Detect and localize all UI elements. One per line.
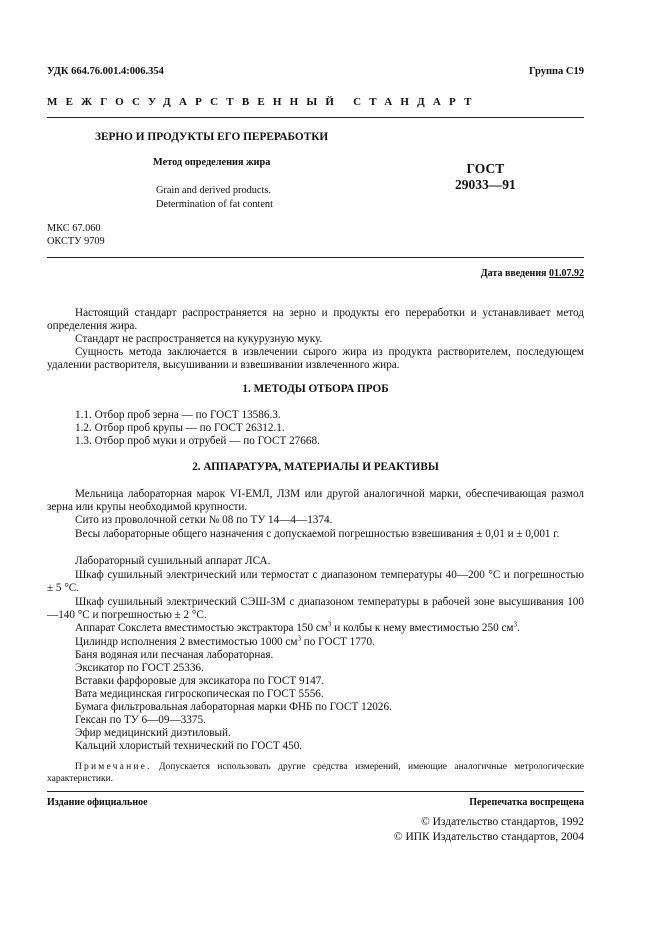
mks-code: МКС 67.060 [47, 223, 101, 234]
english-title-line-2: Determination of fat content [156, 199, 273, 210]
okstu-code: ОКСТУ 9709 [47, 236, 105, 247]
gost-number: 29033—91 [455, 177, 516, 192]
note-label: Примечание. [75, 762, 152, 772]
unit-superscript: 3 [327, 620, 332, 629]
unit-superscript: 3 [297, 634, 301, 643]
effective-date [481, 268, 584, 279]
equipment-drying-apparatus: Лабораторный сушильный аппарат ЛСА. [75, 555, 271, 567]
equipment-drying-cabinet: Шкаф сушильный электрический или термостат с диапазоном температуры 40—200 °С и погрешностью ± 5 °С. [47, 569, 584, 595]
equipment-scales: Весы лабораторные общего назначения с допускаемой погрешностью взвешивания ± 0,01 и ± 0,001 г. [75, 528, 560, 540]
unit-superscript: 3 [513, 620, 518, 629]
section-2-heading: 2. АППАРАТУРА, МАТЕРИАЛЫ И РЕАКТИВЫ [192, 461, 439, 473]
copyright-1992: © Издательство стандартов, 1992 [420, 816, 584, 828]
equipment-drying-cabinet-seshm: Шкаф сушильный электрический СЭШ-3М с диапазоном температуры в рабочей зоне высушивания 100—140 °С и погрешностью ± 2 °С. [47, 596, 584, 622]
equipment-desiccator: Эксикатор по ГОСТ 25336. [75, 662, 204, 674]
reagent-hexane: Гексан по ТУ 6—09—3375. [75, 714, 206, 726]
intro-paragraph-1: Настоящий стандарт распространяется на зерно и продукты его переработки и устанавливает метод определения жира. [47, 307, 584, 333]
soxhlet-text-c: . [517, 622, 520, 634]
note-text: Допускается использовать другие средства измерений, имеющие аналогичные метрологические характеристики. [47, 762, 584, 784]
standard-banner: МЕЖГОСУДАРСТВЕННЫЙ СТАНДАРТ [47, 96, 480, 108]
gost-designation [455, 161, 516, 193]
group-code: Группа С19 [528, 66, 584, 77]
copyright-2004: © ИПК Издательство стандартов, 2004 [393, 831, 584, 843]
soxhlet-text-a: Аппарат Сокслета вместимостью экстрактора 150 см [75, 622, 328, 634]
equipment-bath: Баня водяная или песчаная лабораторная. [75, 649, 274, 661]
footer-rule [47, 791, 584, 792]
section-1-item-3: 1.3. Отбор проб муки и отрубей — по ГОСТ 27668. [75, 435, 320, 447]
reagent-calcium-chloride: Кальций хлористый технический по ГОСТ 450. [75, 740, 303, 752]
title-rule [47, 257, 584, 258]
equipment-cylinder [47, 636, 584, 649]
note [47, 762, 584, 785]
equipment-mill: Мельница лабораторная марок VI-ЕМЛ, ЛЗМ или другой аналогичной марки, обеспечивающая размол зерна или крупы необходимой крупности. [47, 488, 584, 514]
effective-date-label: Дата введения [480, 268, 547, 279]
cylinder-text-a: Цилиндр исполнения 2 вместимостью 1000 см [75, 636, 298, 648]
udk-code: УДК 664.76.001.4:006.354 [47, 66, 164, 77]
document-title: ЗЕРНО И ПРОДУКТЫ ЕГО ПЕРЕРАБОТКИ [95, 131, 329, 143]
section-1-item-2: 1.2. Отбор проб крупы — по ГОСТ 26312.1. [75, 422, 285, 434]
reprint-prohibited: Перепечатка воспрещена [469, 797, 584, 808]
effective-date-value: 01.07.92 [549, 268, 584, 279]
classification-codes [47, 222, 105, 248]
material-filter-paper: Бумага фильтровальная лабораторная марки ФНБ по ГОСТ 12026. [75, 701, 392, 713]
equipment-sieve: Сито из проволочной сетки № 08 по ТУ 14—4—1374. [75, 514, 333, 526]
section-1-heading: 1. МЕТОДЫ ОТБОРА ПРОБ [242, 383, 389, 395]
equipment-soxhlet [47, 622, 584, 635]
english-title [156, 184, 273, 212]
method-subtitle: Метод определения жира [153, 157, 271, 168]
cylinder-text-b: по ГОСТ 1770. [300, 636, 375, 648]
section-1-item-1: 1.1. Отбор проб зерна — по ГОСТ 13586.3. [75, 409, 281, 421]
gost-label: ГОСТ [466, 161, 505, 176]
reagent-ether: Эфир медицинский диэтиловый. [75, 727, 231, 739]
header-rule [47, 117, 584, 118]
english-title-line-1: Grain and derived products. [156, 185, 271, 196]
intro-paragraph-3: Сущность метода заключается в извлечении сырого жира из продукта растворителем, последующем удалении растворителя, высушивании и взвешивании извлеченного жира. [47, 346, 584, 372]
material-cotton: Вата медицинская гигроскопическая по ГОСТ 5556. [75, 688, 324, 700]
soxhlet-text-b: и колбы к нему вместимостью 250 см [331, 622, 514, 634]
equipment-inserts: Вставки фарфоровые для эксикатора по ГОСТ 9147. [75, 675, 325, 687]
official-edition: Издание официальное [47, 797, 148, 808]
intro-paragraph-2: Стандарт не распространяется на кукурузную муку. [75, 333, 323, 345]
